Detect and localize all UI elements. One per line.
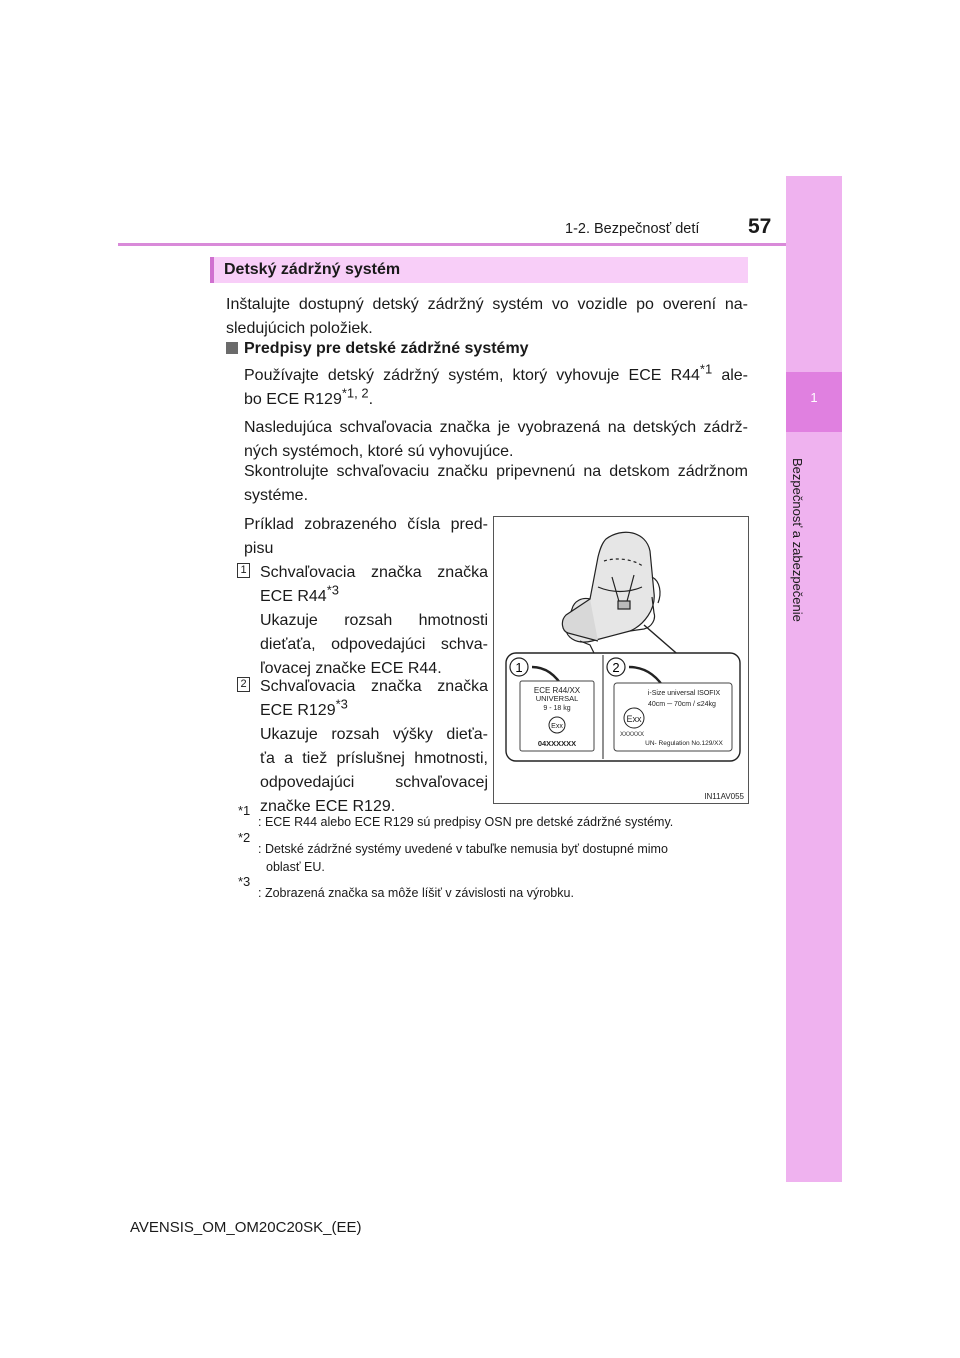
footnote-mark: *3 [238, 873, 251, 889]
item-line: značke ECE R129. [260, 798, 396, 815]
item-line: ECE R129$^{*3}$ [260, 696, 348, 719]
svg-text:40cm ─ 70cm / ≤24kg: 40cm ─ 70cm / ≤24kg [648, 701, 716, 708]
intro-line: Inštalujte dostupný detský zádržný systém vo vozidle po overení na- [226, 296, 748, 313]
footnote-ref: *3 [326, 582, 339, 598]
square-bullet-icon [226, 342, 238, 354]
svg-text:Exx: Exx [626, 714, 642, 724]
figure-id: IN11AV055 [704, 792, 744, 801]
subsection-heading: Predpisy pre detské zádržné systémy [244, 340, 529, 357]
intro-line: sledujúcich položiek. [226, 320, 373, 337]
footnote-text: : Zobrazená značka sa môže líšiť v závislosti na výrobku. [258, 886, 574, 900]
footnote-text: : Detské zádržné systémy uvedené v tabuľke nemusia byť dostupné mimo [258, 842, 668, 856]
paragraph-line: ných systémoch, ktoré sú vyhovujúce. [244, 443, 514, 460]
side-tab [786, 176, 842, 1182]
svg-text:XXXXXX: XXXXXX [619, 732, 645, 738]
footnote-ref: *1, 2 [341, 385, 369, 401]
item-line: Ukazuje rozsah hmotnosti [260, 612, 488, 629]
header-rule [118, 243, 786, 246]
svg-text:i-Size universal ISOFIX: i-Size universal ISOFIX [647, 690, 721, 697]
item-number-badge: 2 [237, 677, 250, 692]
svg-text:Exx: Exx [551, 723, 563, 730]
example-caption: pisu [244, 540, 274, 557]
footnote-ref: *3 [335, 696, 348, 712]
item-line: Schvaľovacia značka značka [260, 564, 488, 581]
chapter-number: 1 [810, 390, 818, 405]
footnote-mark: *1 [238, 802, 251, 818]
item-line: Ukazuje rozsah výšky dieťa- [260, 726, 488, 743]
page-number: 57 [748, 215, 772, 238]
item-line: odpovedajúci schvaľovacej [260, 774, 488, 791]
callout-2: 2 [612, 660, 620, 675]
item-number-badge: 1 [237, 563, 250, 578]
footnote-text: : ECE R44 alebo ECE R129 sú predpisy OSN pre detské zádržné systémy. [258, 815, 674, 829]
footer-doc-code: AVENSIS_OM_OM20C20SK_(EE) [130, 1219, 362, 1236]
child-seat-figure [493, 516, 749, 804]
child-seat-illustration [494, 517, 748, 803]
svg-text:UN- Regulation No.129/XX: UN- Regulation No.129/XX [645, 740, 723, 747]
item-line: Schvaľovacia značka značka [260, 678, 488, 695]
svg-text:04XXXXXX: 04XXXXXX [537, 739, 577, 748]
item-line: dieťaťa, odpovedajúci schva- [260, 636, 488, 653]
footnote-ref: *1 [699, 361, 713, 377]
footnote-mark: *2 [238, 829, 251, 845]
paragraph-line: Používajte detský zádržný systém, ktorý vyhovuje ECE R44$^{*1}$ ale- [244, 361, 749, 384]
paragraph-line: systéme. [244, 487, 309, 504]
item-line: ľovacej značke ECE R44. [260, 660, 442, 677]
chapter-label: Bezpečnosť a zabezpečenie [790, 458, 805, 622]
paragraph-line: bo ECE R129$^{*1, 2}$. [244, 385, 374, 408]
child-seat-icon [562, 532, 690, 665]
paragraph-line: Nasledujúca schvaľovacia značka je vyobrazená na detských zádrž- [244, 419, 748, 436]
footnote-text: oblasť EU. [266, 860, 325, 874]
item-line: ťa a tiež príslušnej hmotnosti, [260, 750, 488, 767]
example-caption: Príklad zobrazeného čísla pred- [244, 516, 488, 533]
svg-text:UNIVERSAL: UNIVERSAL [535, 694, 579, 703]
paragraph-line: Skontrolujte schvaľovaciu značku pripevnenú na detskom zádržnom [244, 463, 748, 480]
section-title: Detský zádržný systém [224, 261, 401, 278]
callout-1: 1 [515, 660, 523, 675]
svg-text:ECE R44/XX: ECE R44/XX [533, 686, 581, 695]
svg-text:9 - 18 kg: 9 - 18 kg [543, 705, 571, 712]
item-line: ECE R44$^{*3}$ [260, 582, 339, 605]
header-section: 1-2. Bezpečnosť detí [565, 221, 700, 237]
